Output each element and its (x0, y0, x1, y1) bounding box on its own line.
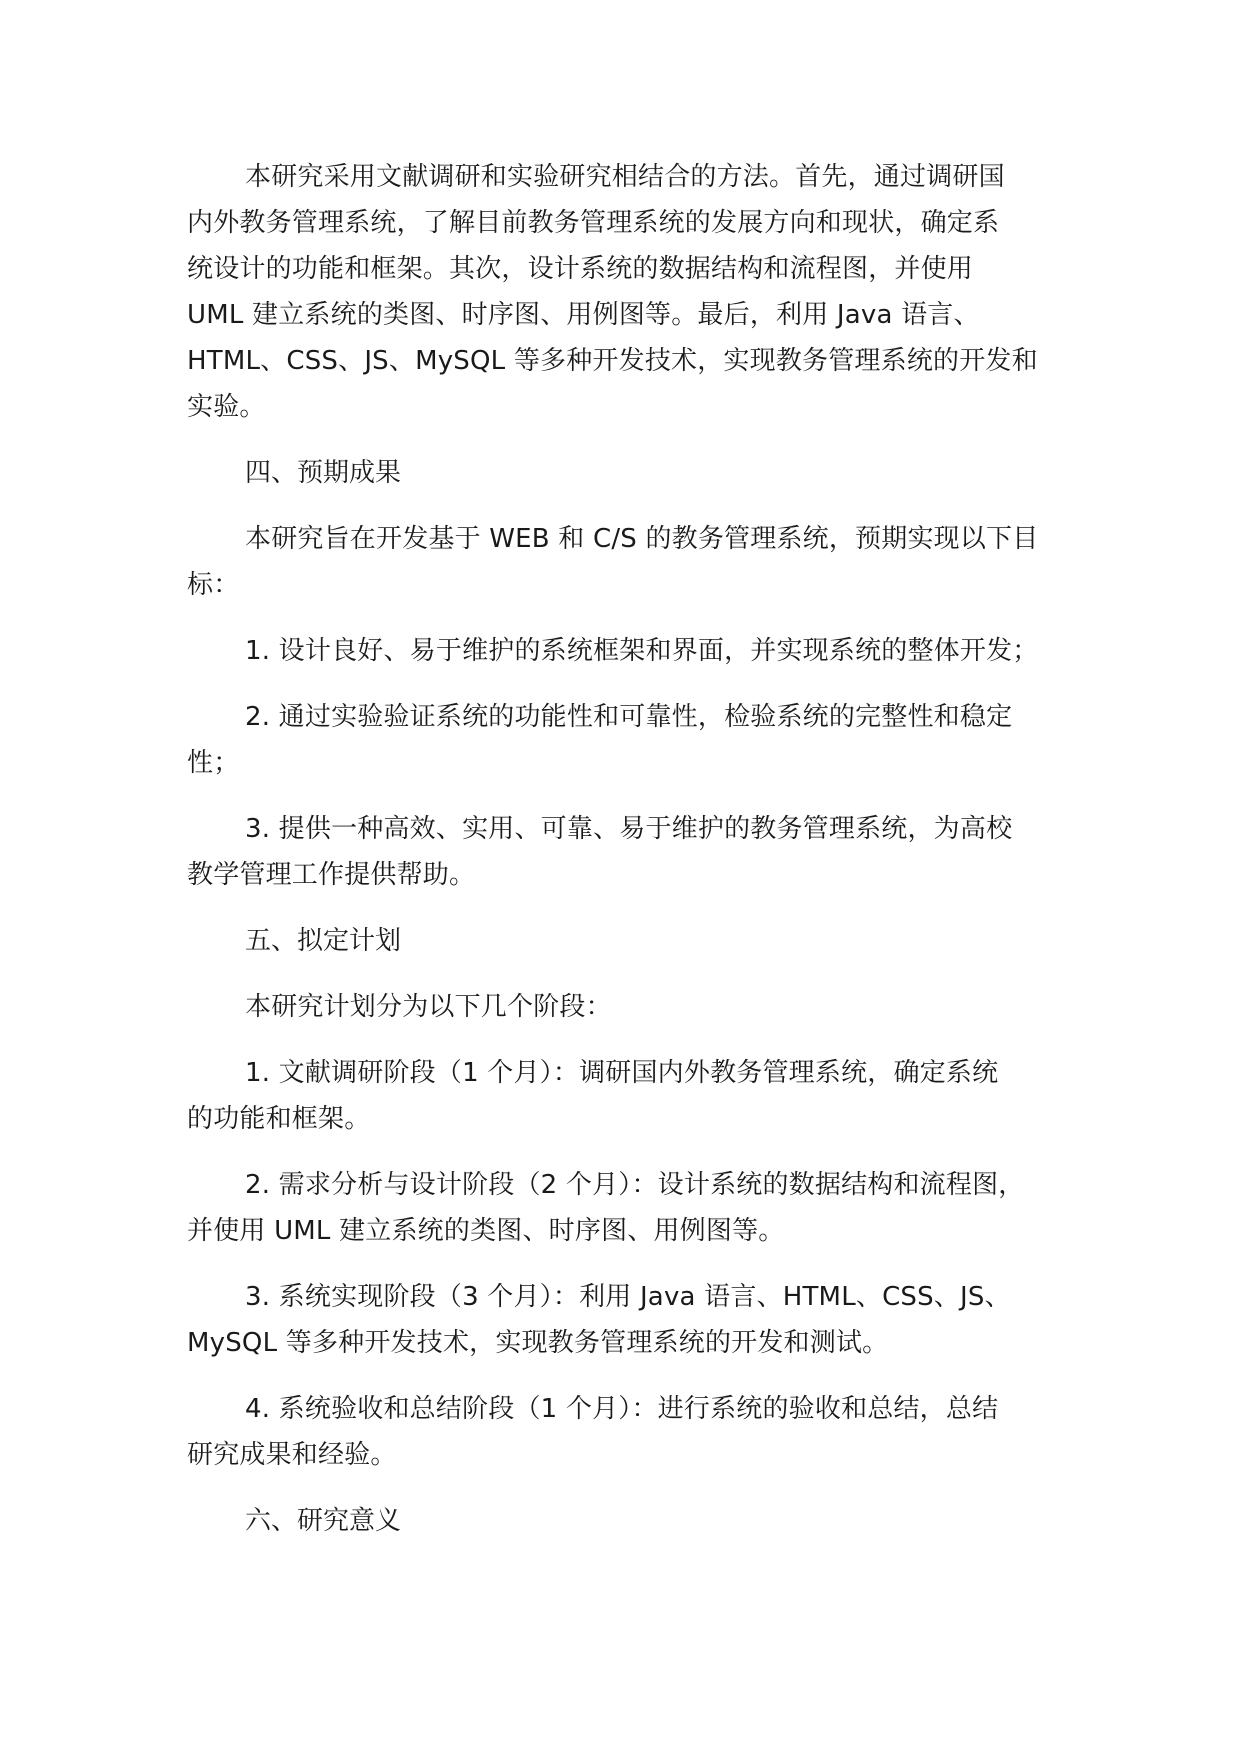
text-line: 性； (187, 748, 240, 778)
text-line: 实验。 (187, 392, 266, 422)
text-line: 4. 系统验收和总结阶段（1 个月）：进行系统的验收和总结，总结 (245, 1394, 999, 1424)
paragraph (187, 516, 1087, 608)
document-body (187, 154, 1087, 1564)
paragraph (187, 1050, 1087, 1142)
section-heading (187, 918, 1087, 964)
text-line: 2. 通过实验验证系统的功能性和可靠性，检验系统的完整性和稳定 (245, 702, 1013, 732)
text-line: 统设计的功能和框架。其次，设计系统的数据结构和流程图，并使用 (187, 254, 974, 284)
text-line: 研究成果和经验。 (187, 1440, 397, 1470)
text-line: 2. 需求分析与设计阶段（2 个月）：设计系统的数据结构和流程图， (245, 1170, 1025, 1200)
text-line: MySQL 等多种开发技术，实现教务管理系统的开发和测试。 (187, 1328, 889, 1358)
text-line: 五、拟定计划 (245, 926, 402, 956)
text-line: HTML、CSS、JS、MySQL 等多种开发技术，实现教务管理系统的开发和 (187, 346, 1038, 376)
text-line: 1. 设计良好、易于维护的系统框架和界面，并实现系统的整体开发； (245, 636, 1039, 666)
text-line: 标： (187, 570, 240, 600)
text-line: 的功能和框架。 (187, 1104, 371, 1134)
text-line: UML 建立系统的类图、时序图、用例图等。最后，利用 Java 语言、 (187, 300, 980, 330)
paragraph (187, 984, 1087, 1030)
text-line: 六、研究意义 (245, 1506, 402, 1536)
text-line: 1. 文献调研阶段（1 个月）：调研国内外教务管理系统，确定系统 (245, 1058, 999, 1088)
paragraph (187, 628, 1087, 674)
section-heading (187, 1498, 1087, 1544)
paragraph (187, 1274, 1087, 1366)
paragraph (187, 154, 1087, 430)
section-heading (187, 450, 1087, 496)
text-line: 3. 系统实现阶段（3 个月）：利用 Java 语言、HTML、CSS、JS、 (245, 1282, 1011, 1312)
paragraph (187, 694, 1087, 786)
text-line: 四、预期成果 (245, 458, 402, 488)
text-line: 本研究计划分为以下几个阶段： (245, 992, 612, 1022)
text-line: 内外教务管理系统，了解目前教务管理系统的发展方向和现状，确定系 (187, 208, 1000, 238)
paragraph (187, 806, 1087, 898)
paragraph (187, 1386, 1087, 1478)
paragraph (187, 1162, 1087, 1254)
text-line: 3. 提供一种高效、实用、可靠、易于维护的教务管理系统，为高校 (245, 814, 1013, 844)
text-line: 教学管理工作提供帮助。 (187, 860, 476, 890)
text-line: 本研究旨在开发基于 WEB 和 C/S 的教务管理系统，预期实现以下目 (245, 524, 1039, 554)
text-line: 并使用 UML 建立系统的类图、时序图、用例图等。 (187, 1216, 785, 1246)
text-line: 本研究采用文献调研和实验研究相结合的方法。首先，通过调研国 (245, 162, 1005, 192)
